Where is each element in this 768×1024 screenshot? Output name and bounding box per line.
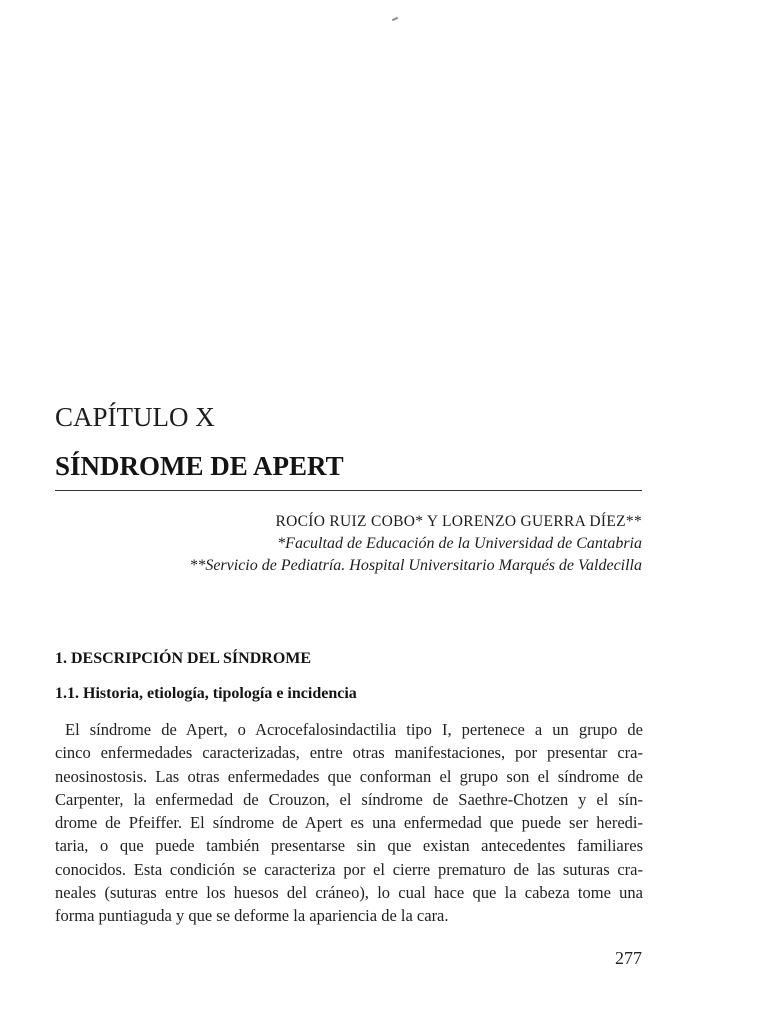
paragraph-line: cinco enfermedades caracterizadas, entre otras manifestaciones, por presentar cra- <box>55 743 643 763</box>
paragraph-line: taria, o que puede también presentarse sin que existan antecedentes familiares <box>55 836 643 856</box>
author-names: ROCÍO RUIZ COBO* Y LORENZO GUERRA DÍEZ** <box>275 513 642 530</box>
section-heading: 1. DESCRIPCIÓN DEL SÍNDROME <box>55 650 312 667</box>
paragraph-line: forma puntiaguda y que se deforme la apariencia de la cara. <box>55 906 449 926</box>
page-number: 277 <box>615 948 642 968</box>
paragraph-line: drome de Pfeiffer. El síndrome de Apert es una enfermedad que puede ser heredi- <box>55 813 643 833</box>
title-divider <box>55 490 642 491</box>
chapter-title: SÍNDROME DE APERT <box>55 451 344 481</box>
author-block <box>189 511 642 577</box>
chapter-label: CAPÍTULO X <box>55 402 215 432</box>
author-affiliation-1: *Facultad de Educación de la Universidad de Cantabria <box>277 535 642 552</box>
paragraph-line: El síndrome de Apert, o Acrocefalosindactilia tipo I, pertenece a un grupo de <box>65 720 643 739</box>
subsection-heading: 1.1. Historia, etiología, tipología e incidencia <box>55 685 357 702</box>
scan-artifact-mark <box>392 17 398 21</box>
paragraph-line: Carpenter, la enfermedad de Crouzon, el síndrome de Saethre-Chotzen y el sín- <box>55 789 643 809</box>
body-paragraph <box>55 718 643 928</box>
author-affiliation-2: **Servicio de Pediatría. Hospital Universitario Marqués de Valdecilla <box>189 557 642 574</box>
paragraph-line: neales (suturas entre los huesos del cráneo), lo cual hace que la cabeza tome una <box>55 883 643 903</box>
paragraph-line: conocidos. Esta condición se caracteriza por el cierre prematuro de las suturas cra- <box>55 859 643 879</box>
paragraph-line: neosinostosis. Las otras enfermedades que conforman el grupo son el síndrome de <box>55 766 643 786</box>
